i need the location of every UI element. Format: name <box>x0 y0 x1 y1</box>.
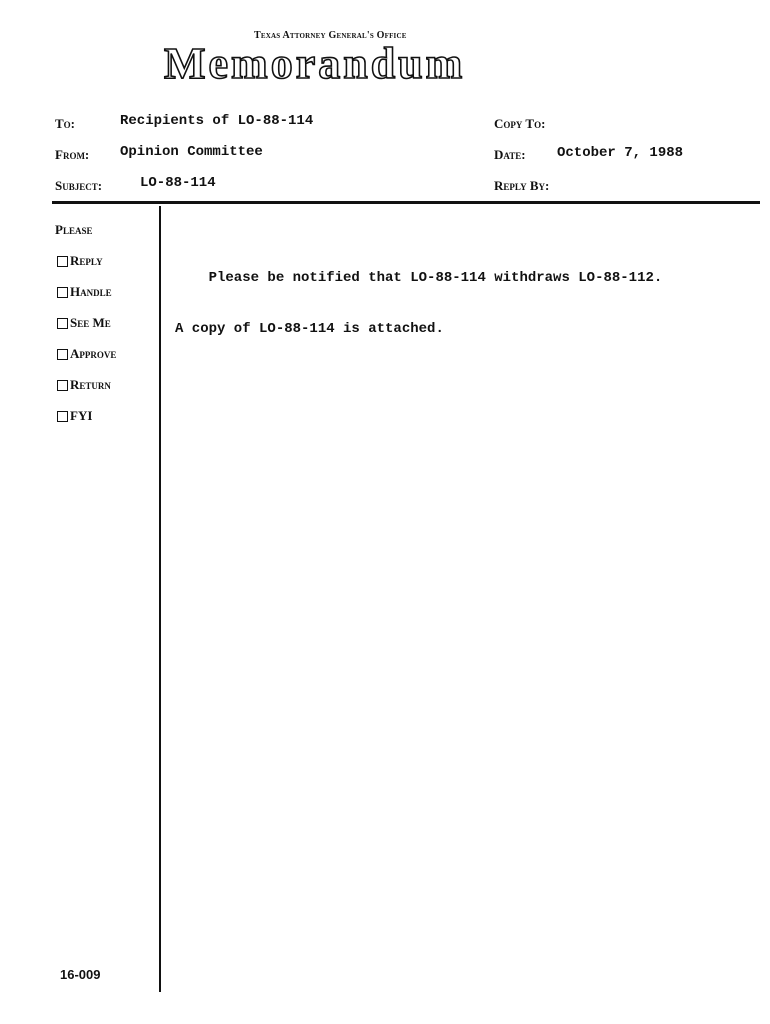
subject-value: LO-88-114 <box>140 175 216 191</box>
option-return[interactable] <box>57 377 111 393</box>
option-handle[interactable] <box>57 284 112 300</box>
copy-to-label: Copy To: <box>494 116 546 131</box>
header-divider <box>52 201 760 204</box>
option-label: FYI <box>70 408 93 423</box>
subject-label: Subject: <box>55 178 103 193</box>
memo-body <box>175 236 735 355</box>
date-value: October 7, 1988 <box>557 145 684 161</box>
to-value: Recipients of LO-88-114 <box>120 113 314 129</box>
form-number: 16-009 <box>60 967 101 982</box>
option-label: Reply <box>70 253 103 268</box>
from-label: From: <box>55 147 90 162</box>
office-name: Texas Attorney General's Office <box>254 30 407 41</box>
approve-checkbox[interactable] <box>57 349 68 360</box>
to-label: To: <box>55 116 76 131</box>
handle-checkbox[interactable] <box>57 287 68 298</box>
see-me-checkbox[interactable] <box>57 318 68 329</box>
sidebar-divider <box>159 206 161 992</box>
option-fyi[interactable] <box>57 408 92 424</box>
date-label: Date: <box>494 147 526 162</box>
please-heading: Please <box>55 222 93 237</box>
option-approve[interactable] <box>57 346 116 362</box>
reply-checkbox[interactable] <box>57 256 68 267</box>
body-line-2: A copy of LO-88-114 is attached. <box>175 321 444 337</box>
option-label: Approve <box>70 346 117 361</box>
fyi-checkbox[interactable] <box>57 411 68 422</box>
option-reply[interactable] <box>57 253 103 269</box>
option-label: Return <box>70 377 111 392</box>
option-label: See Me <box>70 315 111 330</box>
reply-by-label: Reply By: <box>494 178 550 193</box>
option-label: Handle <box>70 284 112 299</box>
from-value: Opinion Committee <box>120 144 263 160</box>
memorandum-title: Memorandum <box>164 39 466 88</box>
return-checkbox[interactable] <box>57 380 68 391</box>
option-see-me[interactable] <box>57 315 111 331</box>
body-line-1: Please be notified that LO-88-114 withdraws LO-88-112. <box>175 270 663 286</box>
